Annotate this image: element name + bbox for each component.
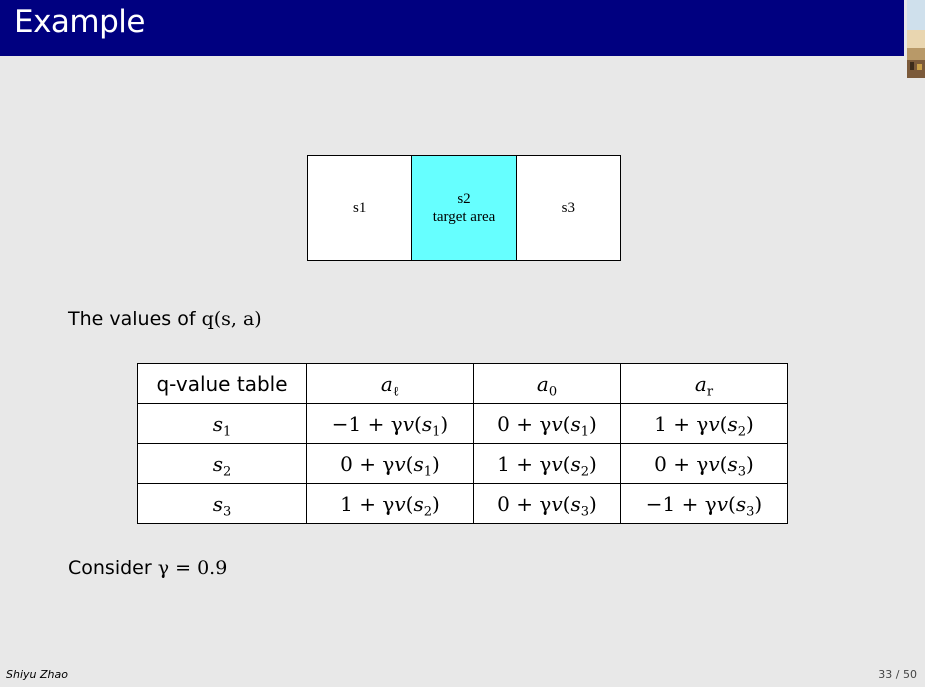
q-value-cell: $0 + \gamma v(s_3)$ xyxy=(621,444,788,484)
logo-image xyxy=(904,0,925,80)
grid-cell-label: s1 xyxy=(352,200,367,216)
intro-line xyxy=(68,308,262,330)
action-header: $a_r$ xyxy=(621,364,788,404)
q-value-cell: $0 + \gamma v(s_1)$ xyxy=(474,404,621,444)
table-row xyxy=(138,484,788,524)
state-label: $s_3$ xyxy=(138,484,307,524)
state-label: $s_1$ xyxy=(138,404,307,444)
q-value-cell: $1 + \gamma v(s_2)$ xyxy=(474,444,621,484)
grid-cell-s3 xyxy=(516,156,620,260)
page-number: 33 / 50 xyxy=(878,668,917,681)
title-bar xyxy=(0,0,904,56)
consider-text: Consider xyxy=(68,557,158,579)
table-header-row xyxy=(138,364,788,404)
q-value-cell: $0 + \gamma v(s_3)$ xyxy=(474,484,621,524)
q-value-cell: $1 + \gamma v(s_2)$ xyxy=(621,404,788,444)
state-label: $s_2$ xyxy=(138,444,307,484)
grid-cell-sublabel: target area xyxy=(432,209,496,225)
grid-cell-s1 xyxy=(308,156,411,260)
action-header: $a_0$ xyxy=(474,364,621,404)
q-value-cell: $1 + \gamma v(s_2)$ xyxy=(307,484,474,524)
grid-cell-label: s3 xyxy=(561,200,575,216)
grid-world xyxy=(307,155,621,261)
gamma-expr: γ = 0.9 xyxy=(157,557,228,579)
intro-expr: q(s, a) xyxy=(201,308,262,330)
table-row xyxy=(138,404,788,444)
slide-title: Example xyxy=(14,4,145,40)
action-header: $a_\ell$ xyxy=(307,364,474,404)
consider-line xyxy=(68,557,227,579)
table-row xyxy=(138,444,788,484)
table-corner: q-value table xyxy=(138,364,307,404)
intro-text: The values of xyxy=(68,308,202,330)
q-value-cell: $-1 + \gamma v(s_3)$ xyxy=(621,484,788,524)
q-value-cell: $-1 + \gamma v(s_1)$ xyxy=(307,404,474,444)
grid-cell-s2-target xyxy=(411,156,515,260)
grid-cell-label: s2 xyxy=(457,191,471,207)
q-value-table xyxy=(137,363,788,524)
q-value-cell: $0 + \gamma v(s_1)$ xyxy=(307,444,474,484)
footer-author: Shiyu Zhao xyxy=(6,668,68,681)
